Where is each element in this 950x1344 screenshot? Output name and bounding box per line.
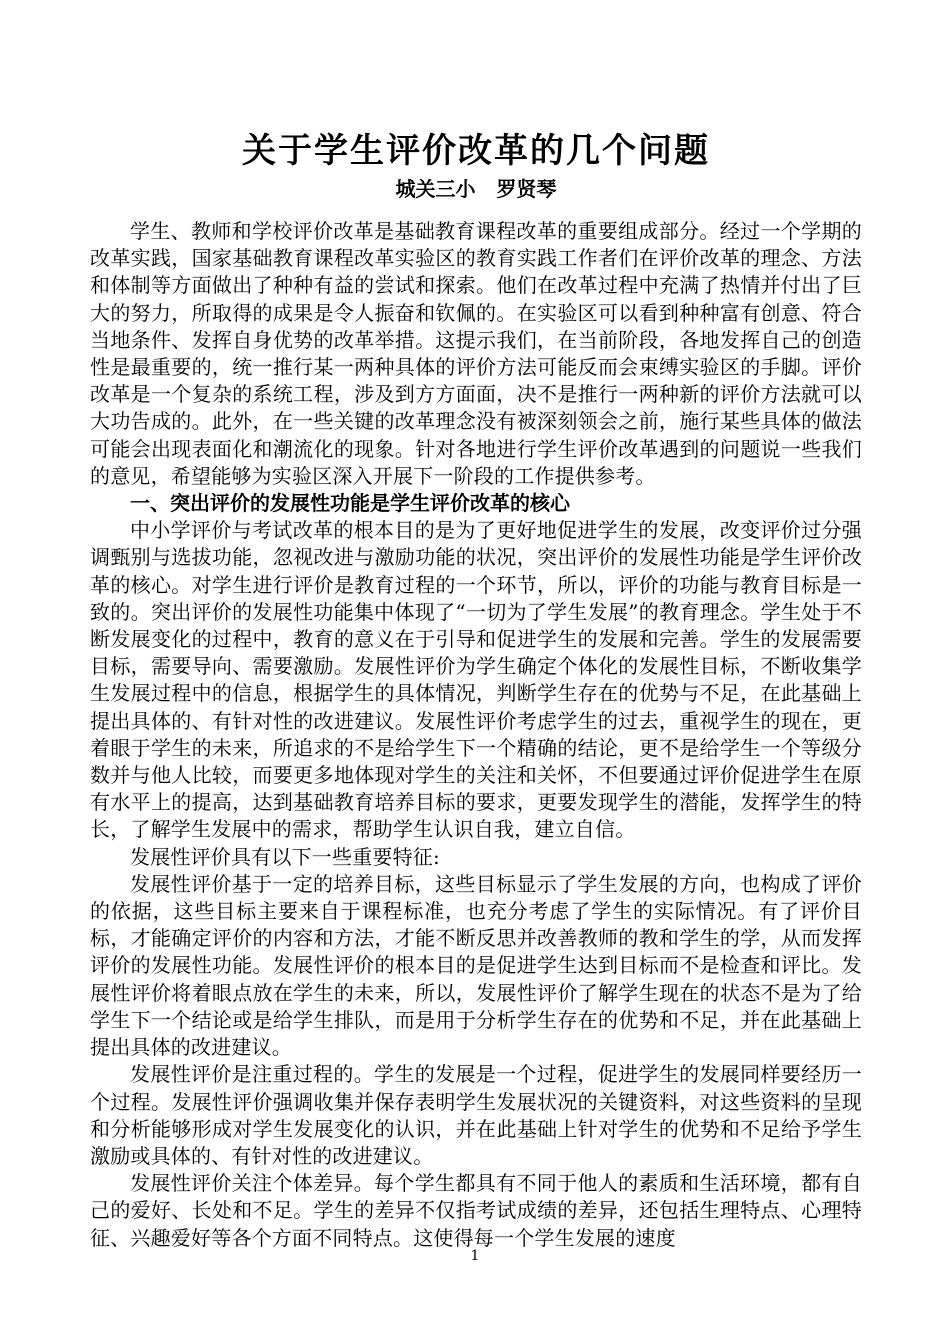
body-paragraph: 发展性评价具有以下一些重要特征: <box>130 844 440 869</box>
intro-paragraph: 学生、教师和学校评价改革是基础教育课程改革的重要组成部分。经过一个学期的改革实践，国家基础教育课程改革实验区的教育实践工作者们在评价改革的理念、方法和体制等方面做出了种种有益的尝试和探索。他们在改革过程中充满了热情并付出了巨大的努力，所取得的成果是令人振奋和钦佩的。在实验区可以看到种种富有创意、符合当地条件、发挥自身优势的改革举措。这提示我们，在当前阶段，各地发挥自己的创造性是最重要的，统一推行某一两种具体的评价方法可能反而会束缚实验区的手脚。评价改革是一个复杂的系统工程，涉及到方方面面，决不是推行一两种新的评价方法就可以大功告成的。此外，在一些关键的改革理念没有被深刻领会之前，施行某些具体的做法可能会出现表面化和潮流化的现象。针对各地进行学生评价改革遇到的问题说一些我们的意见，希望能够为实验区深入开展下一阶段的工作提供参考。 <box>90 219 862 488</box>
body-paragraph: 发展性评价基于一定的培养目标，这些目标显示了学生发展的方向，也构成了评价的依据，这些目标主要来自于课程标准，也充分考虑了学生的实际情况。有了评价目标，才能确定评价的内容和方法，才能不断反思并改善教师的教和学生的学，从而发挥评价的发展性功能。发展性评价的根本目的是促进学生达到目标而不是检查和评比。发展性评价将着眼点放在学生的未来，所以，发展性评价了解学生现在的状态不是为了给学生下一个结论或是给学生排队，而是用于分析学生存在的优势和不足，并在此基础上提出具体的改进建议。 <box>90 871 862 1060</box>
body-paragraph: 发展性评价关注个体差异。每个学生都具有不同于他人的素质和生活环境，都有自己的爱好、长处和不足。学生的差异不仅指考试成绩的差异，还包括生理特点、心理特征、兴趣爱好等各个方面不同特点。这使得每一个学生发展的速度 <box>90 1171 862 1250</box>
document-author: 城关三小 罗贤琴 <box>395 177 557 201</box>
body-paragraph: 中小学评价与考试改革的根本目的是为了更好地促进学生的发展，改变评价过分强调甄别与选拔功能，忽视改进与激励功能的状况，突出评价的发展性功能是学生评价改革的核心。对学生进行评价是教育过程的一个环节，所以，评价的功能与教育目标是一致的。突出评价的发展性功能集中体现了“一切为了学生发展”的教育理念。学生处于不断发展变化的过程中，教育的意义在于引导和促进学生的发展和完善。学生的发展需要目标，需要导向、需要激励。发展性评价为学生确定个体化的发展性目标，不断收集学生发展过程中的信息，根据学生的具体情况，判断学生存在的优势与不足，在此基础上提出具体的、有针对性的改进建议。发展性评价考虑学生的过去，重视学生的现在，更着眼于学生的未来，所追求的不是给学生下一个精确的结论，更不是给学生一个等级分数并与他人比较，而要更多地体现对学生的关注和关怀，不但要通过评价促进学生在原有水平上的提高，达到基础教育培养目标的要求，更要发现学生的潜能，发挥学生的特长，了解学生发展中的需求，帮助学生认识自我，建立自信。 <box>90 518 862 842</box>
document-page <box>90 128 862 1252</box>
section-heading: 一、突出评价的发展性功能是学生评价改革的核心 <box>130 491 570 516</box>
page-number: 1 <box>470 1248 480 1264</box>
document-title: 关于学生评价改革的几个问题 <box>242 131 710 171</box>
body-paragraph: 发展性评价是注重过程的。学生的发展是一个过程，促进学生的发展同样要经历一个过程。发展性评价强调收集并保存表明学生发展状况的关键资料，对这些资料的呈现和分析能够形成对学生发展变化的认识，并在此基础上针对学生的优势和不足给予学生激励或具体的、有针对性的改进建议。 <box>90 1062 862 1168</box>
